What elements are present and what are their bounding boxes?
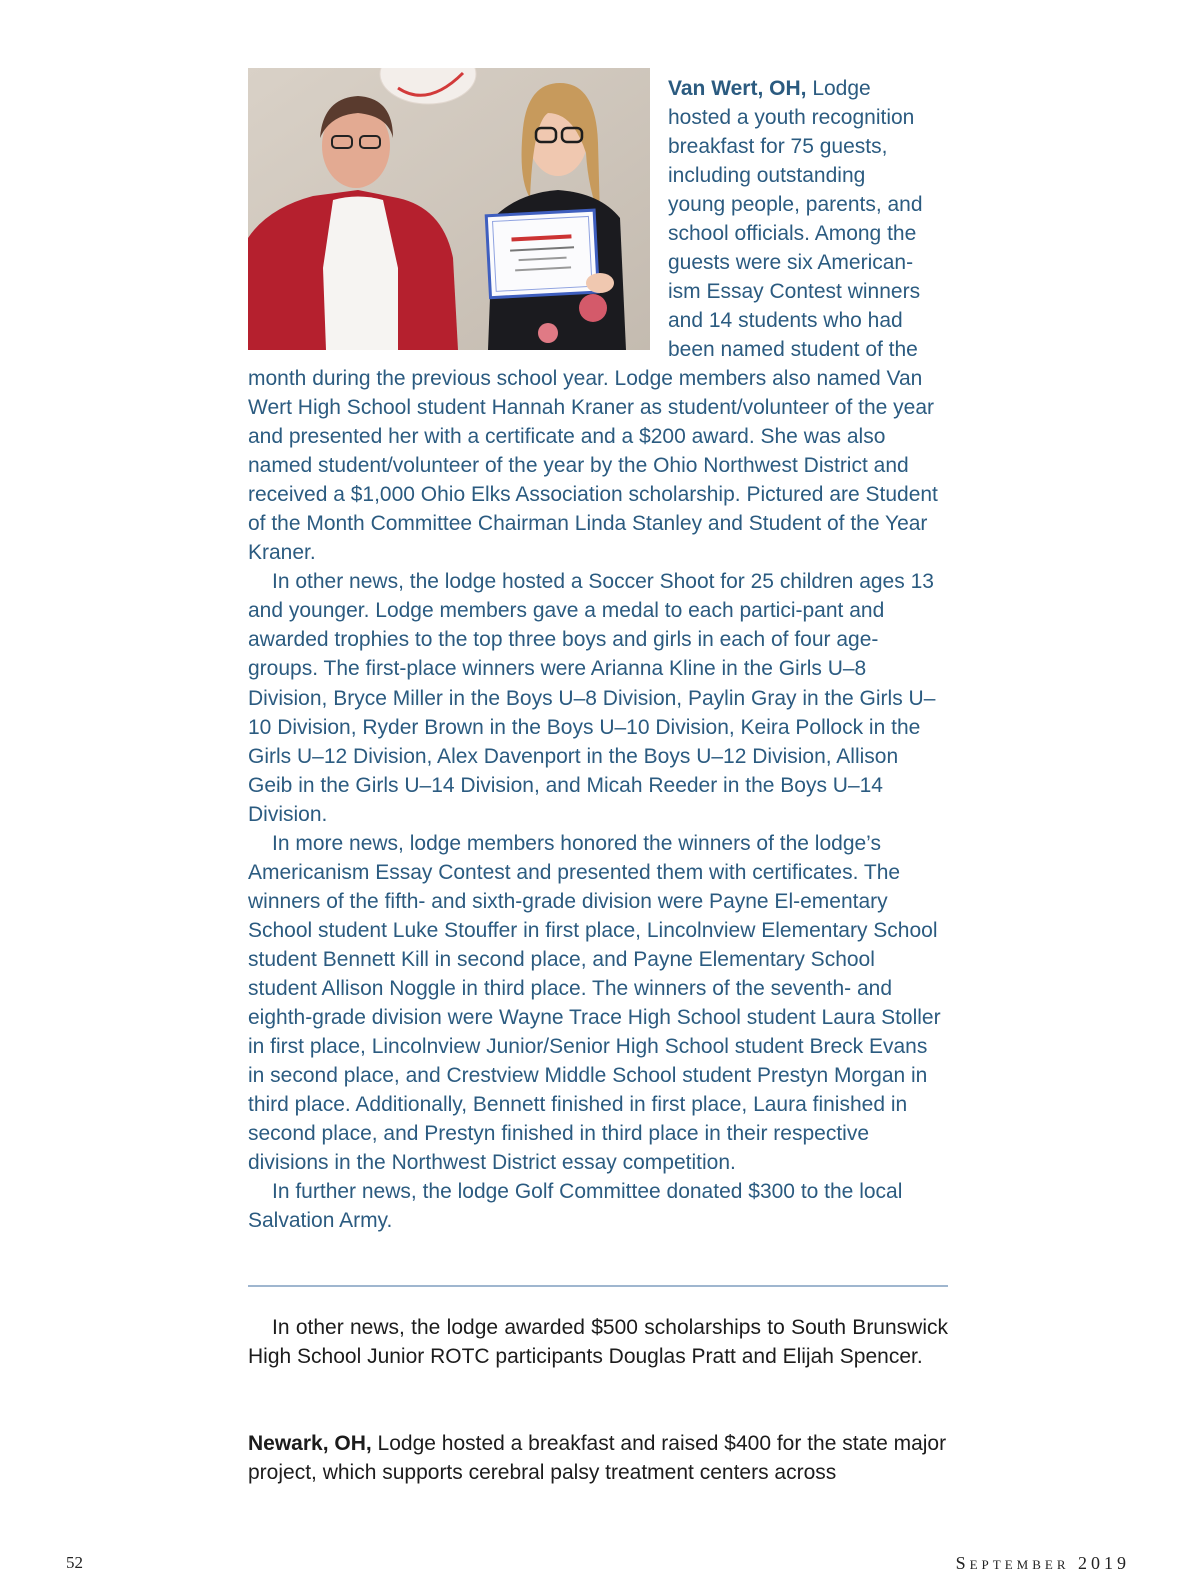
page-number: 52 <box>66 1553 83 1572</box>
paragraph: In other news, the lodge awarded $500 scholarships to South Brunswick High School Junior ROTC participants Douglas Pratt and Elijah Spencer. <box>248 1316 948 1368</box>
wrap-line: ism Essay Contest winners <box>668 280 921 303</box>
article-van-wert-body <box>248 364 948 1235</box>
issue-date: September 2019 <box>955 1553 1130 1573</box>
wrap-line: guests were six American- <box>668 251 914 274</box>
lodge-name-van-wert: Van Wert, OH, <box>668 77 807 100</box>
paragraph: In other news, the lodge hosted a Soccer Shoot for 25 children ages 13 and younger. Lodge members gave a medal to each partici-pant and awarded trophies to the top three boys and girls in each of four age-groups. The first-place winners were Arianna Kline in the Girls U–8 Division, Bryce Miller in the Boys U–8 Division, Paylin Gray in the Girls U–10 Division, Ryder Brown in the Boys U–10 Division, Keira Pollock in the Girls U–12 Division, Alex Davenport in the Boys U–12 Division, Allison Geib in the Girls U–14 Division, and Micah Reeder in the Boys U–14 Division. <box>248 570 936 826</box>
wrap-line: including outstanding <box>668 164 866 187</box>
article-photo <box>248 68 650 350</box>
paragraph: Lodge hosted a breakfast and raised $400 for the state major project, which supports cerebral palsy treatment centers across <box>248 1432 947 1484</box>
wrap-line: breakfast for 75 guests, <box>668 135 888 158</box>
wrap-line: hosted a youth recognition <box>668 106 915 129</box>
wrap-line: been named student of the <box>668 338 918 361</box>
paragraph: month during the previous school year. Lodge members also named Van Wert High School student Hannah Kraner as student/volunteer of the year and presented her with a certificate and a $200 award. She was also named student/volunteer of the year by the Ohio Northwest District and received a $1,000 Ohio Elks Association scholarship. Pictured are Student of the Month Committee Chairman Linda Stanley and Student of the Year Kraner. <box>248 367 938 565</box>
article-newark <box>248 1429 948 1487</box>
lodge-name-newark: Newark, OH, <box>248 1432 372 1455</box>
paragraph: In further news, the lodge Golf Committee donated $300 to the local Salvation Army. <box>248 1180 903 1233</box>
photo-two-women-certificate <box>248 68 650 350</box>
wrap-line: young people, parents, and <box>668 193 923 216</box>
section-divider <box>248 1285 948 1287</box>
wrap-line: and 14 students who had <box>668 309 903 332</box>
intro-text: Lodge <box>806 77 871 100</box>
paragraph: In more news, lodge members honored the winners of the lodge’s Americanism Essay Contest and presented them with certificates. The winners of the fifth- and sixth-grade division were Payne El-ementary School student Luke Stouffer in first place, Lincolnview Elementary School student Bennett Kill in second place, and Payne Elementary School student Allison Noggle in third place. The winners of the seventh- and eighth-grade division were Wayne Trace High School student Laura Stoller in first place, Lincolnview Junior/Senior High School student Breck Evans in second place, and Crestview Middle School student Prestyn Morgan in third place. Additionally, Bennett finished in first place, Laura finished in second place, and Prestyn finished in third place in their respective divisions in the Northwest District essay competition. <box>248 831 941 1175</box>
article-scholarships <box>248 1313 948 1371</box>
article-intro-line <box>668 74 871 103</box>
wrap-line: school officials. Among the <box>668 222 917 245</box>
